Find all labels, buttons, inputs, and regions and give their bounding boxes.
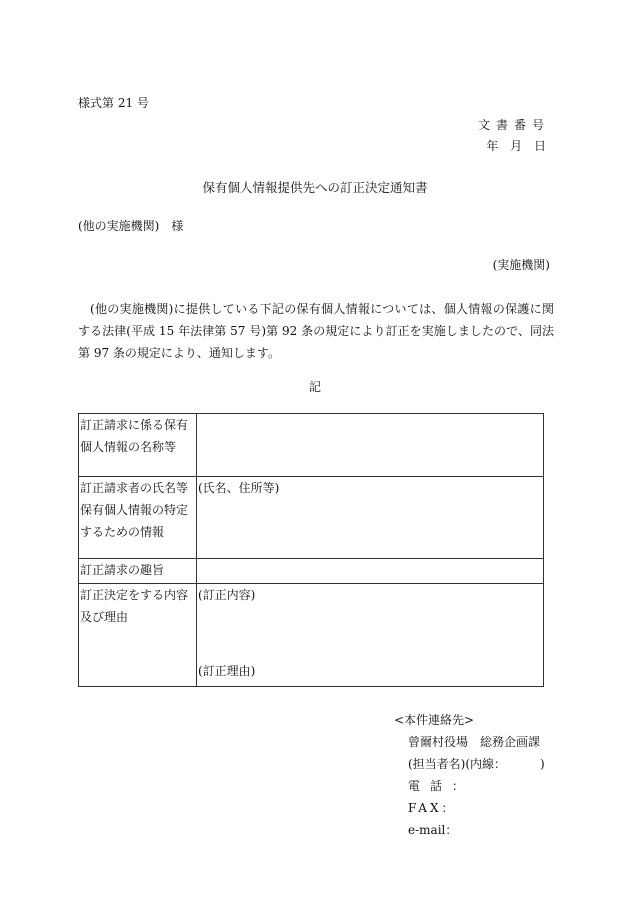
document-date-label: 年 月 日 <box>486 139 550 153</box>
contact-person-label: (担当者名)(内線： <box>408 757 507 771</box>
contact-tel <box>394 775 545 797</box>
contact-person <box>394 753 545 775</box>
row-value-request-purpose <box>197 559 544 584</box>
table-row <box>79 414 544 477</box>
sender: (実施機関) <box>492 258 550 272</box>
row-value-requester-info: (氏名、住所等) <box>197 477 544 559</box>
table-row <box>79 584 544 687</box>
contact-person-close: ) <box>540 757 545 771</box>
contact-email-label: e-mail <box>408 823 446 837</box>
contact-email <box>394 819 545 841</box>
contact-heading: <本件連絡先> <box>394 713 475 727</box>
recipient-honorific: 様 <box>171 219 184 233</box>
contact-tel-label: 電話 <box>408 779 453 793</box>
row-value-decision-reason <box>197 584 544 687</box>
recipient <box>78 219 183 233</box>
contact-fax <box>394 797 545 819</box>
contact-office: 曾爾村役場 総務企画課 <box>408 735 541 749</box>
row-label-decision-reason: 訂正決定をする内容及び理由 <box>79 584 197 687</box>
contact-email-colon: ： <box>445 823 458 837</box>
recipient-name: (他の実施機関) <box>78 219 160 233</box>
form-number: 様式第 21 号 <box>78 96 149 110</box>
document-number-label: 文書番号 <box>477 118 550 132</box>
contact-fax-label: FAX <box>408 801 442 815</box>
correction-reason-label: (訂正理由) <box>198 664 256 678</box>
contact-block <box>394 709 545 841</box>
correction-content-label: (訂正内容) <box>198 588 256 602</box>
table-row <box>79 477 544 559</box>
body-paragraph: (他の実施機関)に提供している下記の保有個人情報については、個人情報の保護に関する法律(平成 15 年法律第 57 号)第 92 条の規定により訂正を実施しましたので、同法第 97 条の規定により、通知します。 <box>78 302 554 360</box>
detail-table <box>78 413 544 687</box>
row-value-info-name <box>197 414 544 477</box>
ki-heading: 記 <box>308 380 321 394</box>
document-title: 保有個人情報提供先への訂正決定通知書 <box>202 180 428 195</box>
table-row <box>79 559 544 584</box>
row-label-info-name: 訂正請求に係る保有個人情報の名称等 <box>79 414 197 477</box>
contact-fax-colon: ： <box>441 801 454 815</box>
row-label-requester-info: 訂正請求者の氏名等保有個人情報の特定するための情報 <box>79 477 197 559</box>
contact-tel-colon: ： <box>452 779 465 793</box>
row-label-request-purpose: 訂正請求の趣旨 <box>79 559 197 584</box>
